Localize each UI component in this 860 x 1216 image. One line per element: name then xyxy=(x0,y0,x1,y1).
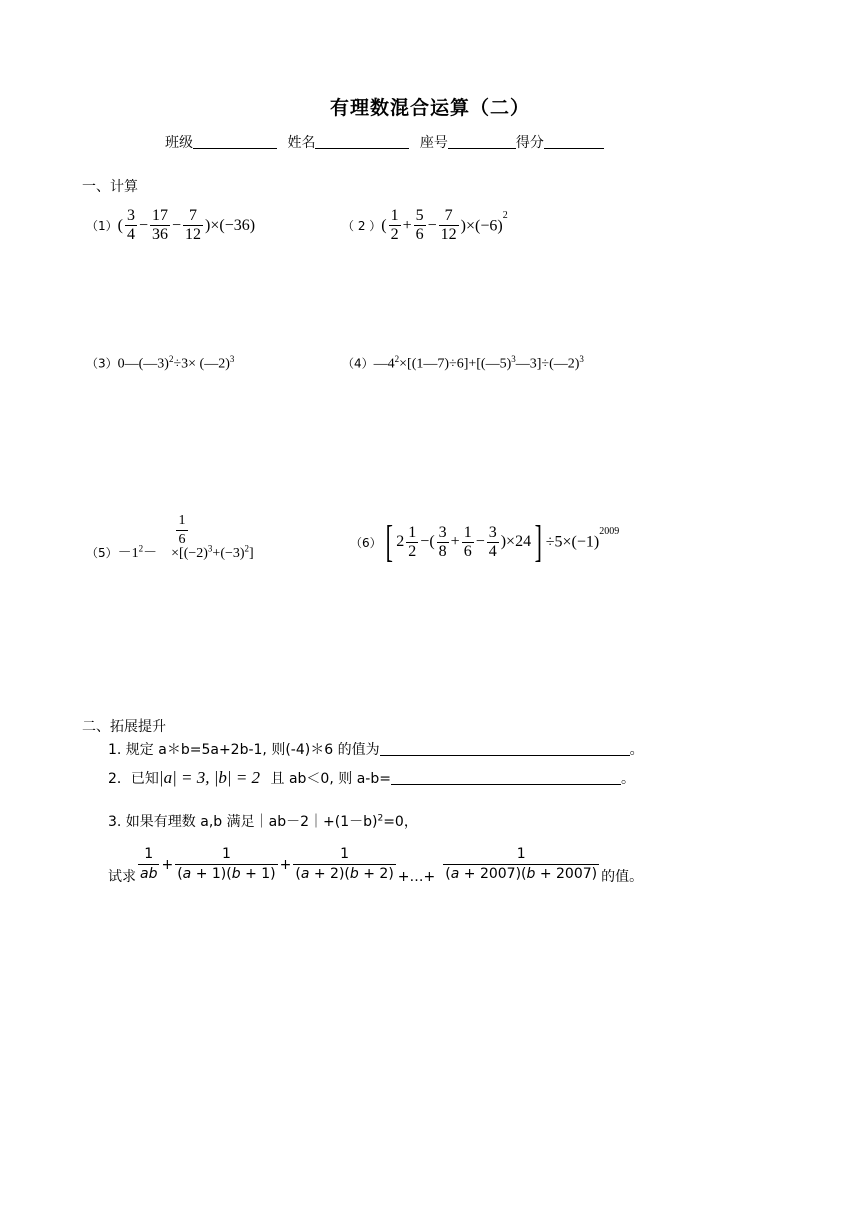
question-2: 2．已知|a| = 3, |b| = 2 且 ab＜0, 则 a-b= 。 xyxy=(108,768,635,787)
fraction-3-4: $\frac{3}{4}$ xyxy=(488,523,497,560)
student-info-line xyxy=(165,132,604,152)
problem-5-label: （5） xyxy=(86,546,118,560)
fraction-1-2: $\frac{1}{2}$ xyxy=(408,523,417,560)
fraction-3-4: $\frac{3}{4}$ xyxy=(126,207,135,243)
answer-blank-1[interactable] xyxy=(380,741,630,756)
problem-3-label: （3） xyxy=(86,356,118,371)
fraction-17-36: $\frac{17}{36}$ xyxy=(152,207,168,243)
problem-2: （ 2 ） ( $\frac{1}{2}$ + $\frac{5}{6}$ − $\frac{7}{12}$ )$\times(-6)^2$ xyxy=(342,207,508,243)
name-label: 姓名 xyxy=(287,135,316,151)
right-bracket: ] xyxy=(534,517,543,566)
problem-1-label: （1） xyxy=(86,219,118,233)
fraction-7-12: $\frac{7}{12}$ xyxy=(440,207,457,243)
question-3: 3. 如果有理数 a,b 满足$|ab-2|+(1-b)^2=0$， xyxy=(108,813,418,830)
problem-4-label: （4） xyxy=(342,356,374,371)
question-3-expression: 试求 $\frac{1}{ab}$ + $\frac{1}{(a + 1)(b + 1)}$ + $\frac{1}{(a + 2)(b + 2)}$ +…+ $\frac{1}{(a + 2007)(b + 2007)}$ 的值。 xyxy=(108,846,644,885)
problem-1: （1） ( $\frac{3}{4}$ − $\frac{17}{36}$ − $\frac{7}{12}$ )×(−36) xyxy=(86,207,256,243)
fraction-1-a2007b2007: $\frac{1}{(a + 2007)(b + 2007)}$ xyxy=(445,846,598,882)
seat-blank[interactable] xyxy=(448,134,516,149)
fraction-5-6: $\frac{5}{6}$ xyxy=(415,207,424,243)
problem-6: （6） [ 2 $\frac{1}{2}$ −( $\frac{3}{8}$ + $\frac{1}{6}$ − $\frac{3}{4}$ )×24 ] $\div 5\times(-1)^{2009}$ xyxy=(350,517,620,566)
fraction-1-6: $\frac{1}{6}$ xyxy=(463,523,472,560)
score-label: 得分 xyxy=(515,135,544,151)
problem-3: （3）0—(—3)$^2$÷3× (—2)$^3$ xyxy=(86,354,235,372)
problem-6-label: （6） xyxy=(350,535,382,550)
problem-2-label: （ 2 ） xyxy=(342,219,382,233)
section2-heading: 二、拓展提升 xyxy=(82,719,166,735)
score-blank[interactable] xyxy=(544,134,604,149)
left-bracket: [ xyxy=(385,517,393,566)
class-label: 班级 xyxy=(165,135,193,151)
fraction-7-12: $\frac{7}{12}$ xyxy=(185,207,202,243)
name-blank[interactable] xyxy=(315,134,409,149)
class-blank[interactable] xyxy=(193,134,277,149)
fraction-1-a1b1: $\frac{1}{(a + 1)(b + 1)}$ xyxy=(177,846,276,882)
seat-label: 座号 xyxy=(419,135,448,151)
problem-5: $(5)-1^2- \times[(-2)^3+(-3)^2]$ xyxy=(86,543,254,561)
section1-heading: 一、计算 xyxy=(82,179,138,195)
fraction-1-ab: $\frac{1}{ab}$ xyxy=(140,846,158,882)
answer-blank-2[interactable] xyxy=(391,770,621,785)
fraction-1-6-raised: 1 6 xyxy=(176,512,188,549)
fraction-1-2: $\frac{1}{2}$ xyxy=(390,207,399,243)
page-title: 有理数混合运算（二） xyxy=(329,97,530,119)
fraction-1-a2b2: $\frac{1}{(a + 2)(b + 2)}$ xyxy=(295,846,394,882)
problem-4: $(4)—4^2\times[(1—7)\div 6]+[(—5)^3—3]\div(—2)^3$ xyxy=(342,354,584,372)
question-1: 1. 规定 a＊b=5a+2b-1, 则(-4)＊6 的值为 。 xyxy=(108,742,644,758)
fraction-3-8: $\frac{3}{8}$ xyxy=(438,523,447,560)
abs-condition: |a| = 3, |b| = 2 xyxy=(158,768,261,787)
